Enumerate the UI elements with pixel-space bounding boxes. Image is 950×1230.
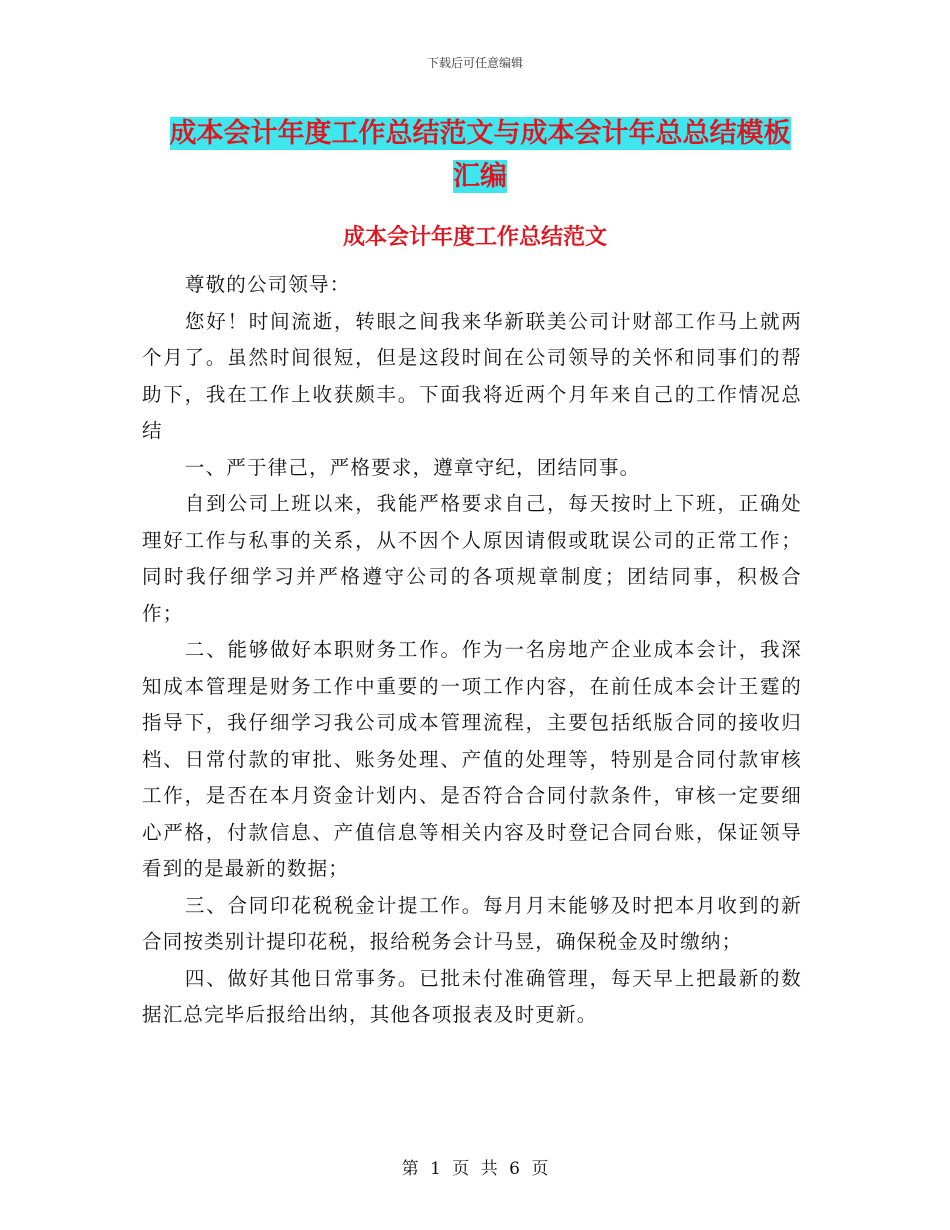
paragraph-heading: 一、严于律己，严格要求，遵章守纪，团结同事。 [184,455,641,479]
document-body [142,267,802,1034]
document-title-line-2: 汇编 [453,161,507,192]
page-footer: 第 1 页 共 6 页 [401,1159,549,1179]
paragraph: 自到公司上班以来，我能严格要求自己，每天按时上下班，正确处理好工作与私事的关系，从不因个人原因请假或耽误公司的正常工作；同时我仔细学习并严格遵守公司的各项规章制度；团结同事，积极合作； [142,492,802,625]
header-note: 下载后可任意编辑 [426,56,523,70]
document-title-line-1: 成本会计年度工作总结范文与成本会计年总总结模板 [169,118,791,149]
paragraph: 您好！时间流逝，转眼之间我来华新联美公司计财部工作马上就两个月了。虽然时间很短，但是这段时间在公司领导的关怀和同事们的帮助下，我在工作上收获颇丰。下面我将近两个月年来自己的工作情况总结 [142,309,802,442]
section-title: 成本会计年度工作总结范文 [342,225,607,250]
document-title [150,112,810,198]
paragraph: 二、能够做好本职财务工作。作为一名房地产企业成本会计，我深知成本管理是财务工作中重要的一项工作内容，在前任成本会计王霆的指导下，我仔细学习我公司成本管理流程，主要包括纸版合同的接收归档、日常付款的审批、账务处理、产值的处理等，特别是合同付款审核工作，是否在本月资金计划内、是否符合合同付款条件，审核一定要细心严格，付款信息、产值信息等相关内容及时登记合同台账，保证领导看到的是最新的数据； [142,638,802,880]
paragraph-salutation: 尊敬的公司领导： [184,273,351,296]
paragraph: 三、合同印花税税金计提工作。每月月末能够及时把本月收到的新合同按类别计提印花税，报给税务会计马昱，确保税金及时缴纳； [142,893,802,953]
paragraph: 四、做好其他日常事务。已批未付准确管理，每天早上把最新的数据汇总完毕后报给出纳，其他各项报表及时更新。 [142,966,802,1026]
